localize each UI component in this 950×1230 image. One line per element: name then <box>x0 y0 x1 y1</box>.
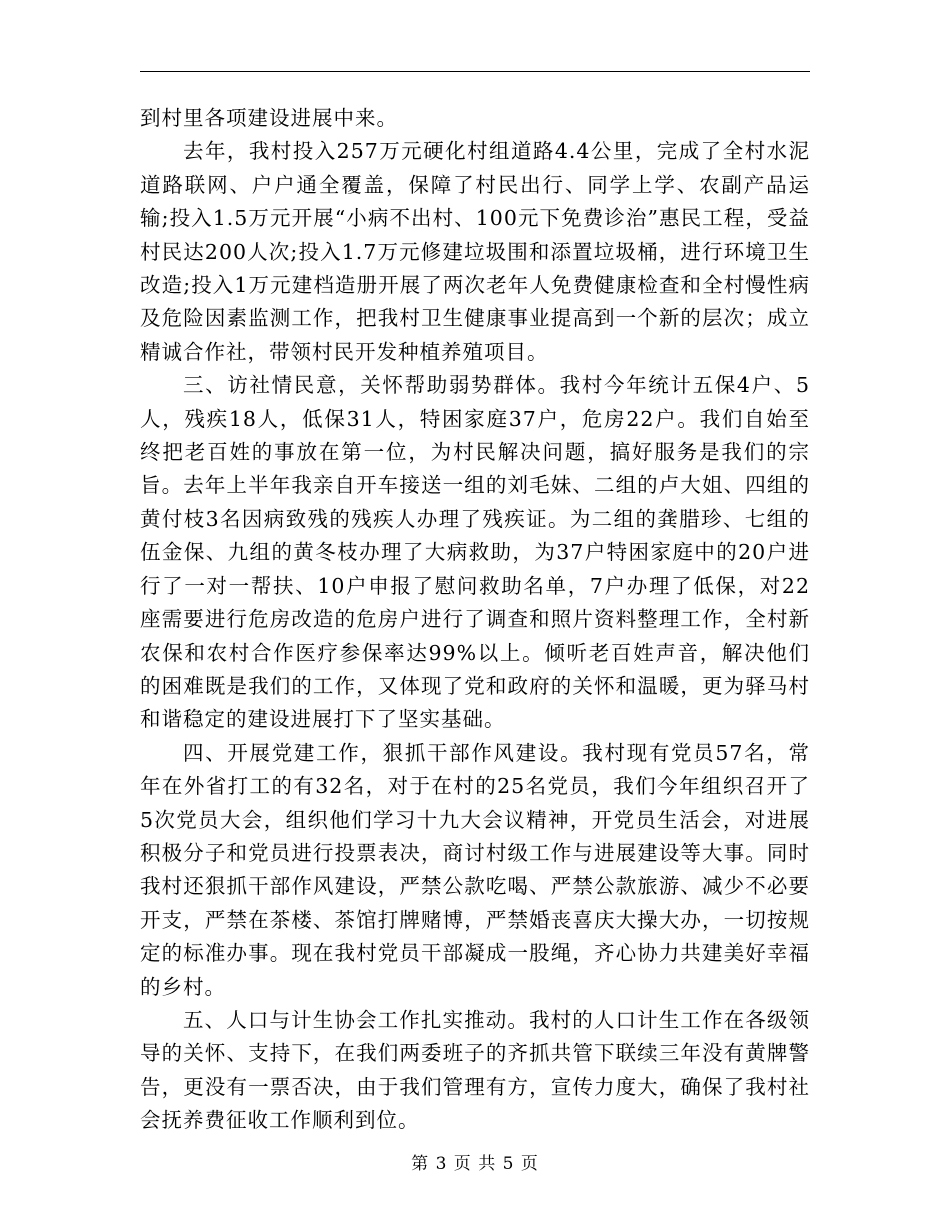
paragraph-section-four: 四、开展党建工作，狠抓干部作风建设。我村现有党员57名，常年在外省打工的有32名，对于在村的25名党员，我们今年组织召开了5次党员大会，组织他们学习十九大会议精神，开党员生活会，对进展积极分子和党员进行投票表决，商讨村级工作与进展建设等大事。同时我村还狠抓干部作风建设，严禁公款吃喝、严禁公款旅游、减少不必要开支，严禁在茶楼、茶馆打牌赌博，严禁婚丧喜庆大操大办，一切按规定的标准办事。现在我村党员干部凝成一股绳，齐心协力共建美好幸福的乡村。 <box>140 740 810 999</box>
document-body <box>140 102 810 1138</box>
page-number-footer: 第 3 页 共 5 页 <box>411 1154 539 1174</box>
paragraph-continuation: 到村里各项建设进展中来。 <box>140 106 398 130</box>
paragraph-last-year-investment: 去年，我村投入257万元硬化村组道路4.4公里，完成了全村水泥道路联网、户户通全覆盖，保障了村民出行、同学上学、农副产品运输;投入1.5万元开展“小病不出村、100元下免费诊治”惠民工程，受益村民达200人次;投入1.7万元修建垃圾围和添置垃圾桶，进行环境卫生改造;投入1万元建档造册开展了两次老年人免费健康检查和全村慢性病及危险因素监测工作，把我村卫生健康事业提高到一个新的层次；成立精诚合作社，带领村民开发种植养殖项目。 <box>140 139 810 364</box>
paragraph-section-three: 三、访社情民意，关怀帮助弱势群体。我村今年统计五保4户、5人，残疾18人，低保31人，特困家庭37户，危房22户。我们自始至终把老百姓的事放在第一位，为村民解决问题，搞好服务是我们的宗旨。去年上半年我亲自开车接送一组的刘毛妹、二组的卢大姐、四组的黄付枝3名因病致残的残疾人办理了残疾证。为二组的龚腊珍、七组的伍金保、九组的黄冬枝办理了大病救助，为37户特困家庭中的20户进行了一对一帮扶、10户申报了慰问救助名单，7户办理了低保，对22座需要进行危房改造的危房户进行了调查和照片资料整理工作，全村新农保和农村合作医疗参保率达99%以上。倾听老百姓声音，解决他们的困难既是我们的工作，又体现了党和政府的关怀和温暖，更为驿马村和谐稳定的建设进展打下了坚实基础。 <box>140 373 810 732</box>
header-rule <box>140 71 810 72</box>
paragraph-section-five: 五、人口与计生协会工作扎实推动。我村的人口计生工作在各级领导的关怀、支持下，在我们两委班子的齐抓共管下联续三年没有黄牌警告，更没有一票否决，由于我们管理有方，宣传力度大，确保了我村社会抚养费征收工作顺利到位。 <box>140 1007 810 1133</box>
